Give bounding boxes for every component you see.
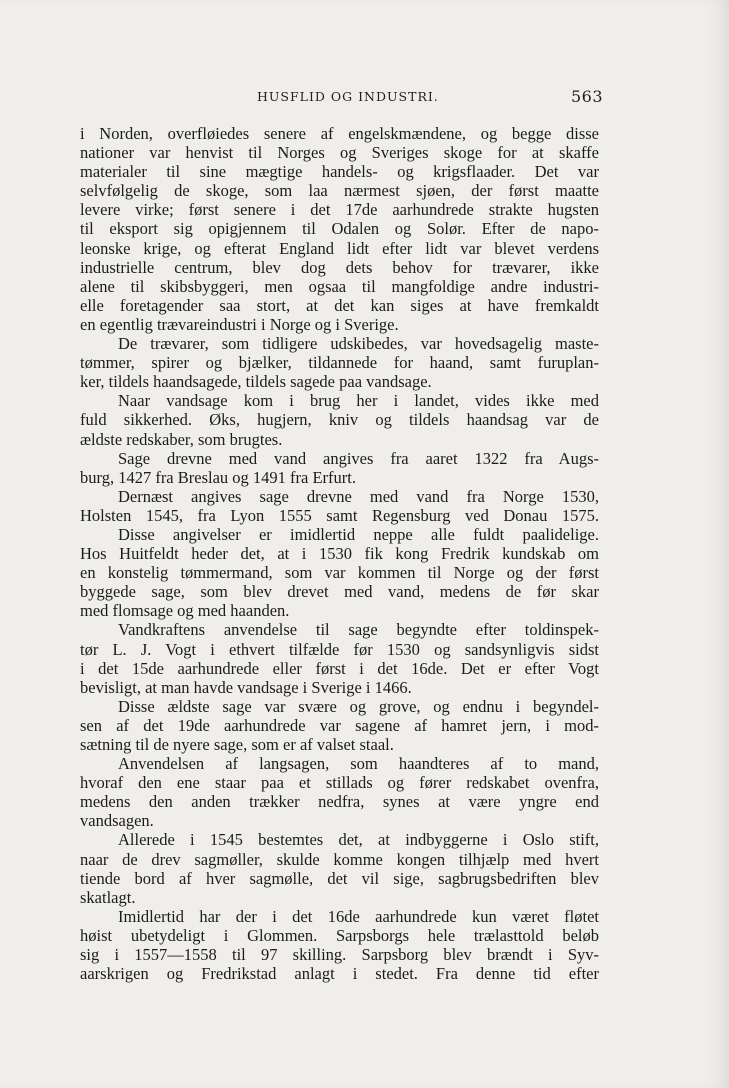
text-line: til eksport sig opigjennem til Odalen og Solør. Efter de napo- <box>80 219 599 239</box>
text-line: ker, tildels haandsagede, tildels sagede paa vandsage. <box>80 372 432 392</box>
text-line: Dernæst angives sage drevne med vand fra Norge 1530, <box>118 486 599 506</box>
text-line: Anvendelsen af langsagen, som haandteres af to mand, <box>118 754 599 774</box>
text-line: sig i 1557—1558 til 97 skilling. Sarpsborg blev brændt i Syv- <box>80 945 599 965</box>
text-line: De trævarer, som tidligere udskibedes, var hovedsagelig maste- <box>118 334 599 354</box>
body-text <box>80 124 599 983</box>
text-line: selvfølgelig de skoge, som laa nærmest sjøen, der først maatte <box>80 181 599 201</box>
text-line: Imidlertid har der i det 16de aarhundrede kun været fløtet <box>118 906 599 926</box>
text-line: burg, 1427 fra Breslau og 1491 fra Erfurt. <box>80 467 356 487</box>
text-line: nationer var henvist til Norges og Sveriges skoge for at skaffe <box>80 143 599 163</box>
text-line: aarskrigen og Fredrikstad anlagt i stedet. Fra denne tid efter <box>80 964 599 984</box>
text-line: en egentlig trævareindustri i Norge og i Sverige. <box>80 314 399 334</box>
text-line: vandsagen. <box>80 811 154 831</box>
text-line: tømmer, spirer og bjælker, tildannede for haand, samt furuplan- <box>80 353 599 373</box>
text-line: Disse angivelser er imidlertid neppe alle fuldt paalidelige. <box>118 524 599 544</box>
page-header <box>80 89 603 109</box>
text-line: skatlagt. <box>80 887 136 907</box>
text-line: tiende bord af hver sagmølle, det vil sige, sagbrugsbedriften blev <box>80 868 599 888</box>
text-line: alene til skibsbyggeri, men ogsaa til mangfoldige andre industri- <box>80 276 599 296</box>
text-line: Vandkraftens anvendelse til sage begyndte efter toldinspek- <box>118 620 599 640</box>
text-line: sætning til de nyere sage, som er af valset staal. <box>80 735 394 754</box>
running-title: HUSFLID OG INDUSTRI. <box>257 89 439 104</box>
text-line: ældste redskaber, som brugtes. <box>80 429 283 449</box>
text-line: i Norden, overfløiedes senere af engelskmændene, og begge disse <box>80 124 599 143</box>
text-line: Hos Huitfeldt heder det, at i 1530 fik kong Fredrik kundskab om <box>80 544 599 564</box>
text-line: medens den anden trækker nedfra, synes at være yngre end <box>80 792 599 812</box>
page-number: 563 <box>570 87 603 106</box>
text-line: Sage drevne med vand angives fra aaret 1322 fra Augs- <box>118 448 599 468</box>
text-line: Naar vandsage kom i brug her i landet, vides ikke med <box>118 391 599 411</box>
text-line: industrielle centrum, blev dog dets behov for trævarer, ikke <box>80 257 599 277</box>
text-line: en konstelig tømmermand, som var kommen til Norge og der først <box>80 563 599 583</box>
text-line: levere virke; først senere i det 17de aarhundrede strakte hugsten <box>80 200 599 220</box>
text-line: bevisligt, at man havde vandsage i Sverige i 1466. <box>80 677 412 697</box>
text-line: Holsten 1545, fra Lyon 1555 samt Regensburg ved Donau 1575. <box>80 505 599 525</box>
text-line: elle foretagender saa stort, at det kan siges at have fremkaldt <box>80 295 599 315</box>
text-line: Disse ældste sage var svære og grove, og endnu i begyndel- <box>118 696 599 716</box>
text-line: med flomsage og med haanden. <box>80 601 290 621</box>
text-line: tør L. J. Vogt i ethvert tilfælde før 1530 og sandsynligvis sidst <box>80 639 599 659</box>
text-line: fuld sikkerhed. Øks, hugjern, kniv og tildels haandsag var de <box>80 410 599 430</box>
text-line: materialer til sine mægtige handels- og krigsflaader. Det var <box>80 162 599 182</box>
text-line: byggede sage, som blev drevet med vand, medens de før skar <box>80 582 599 602</box>
text-line: hvoraf den ene staar paa et stillads og fører redskabet ovenfra, <box>80 773 599 793</box>
text-line: høist ubetydeligt i Glommen. Sarpsborgs hele trælasttold beløb <box>80 925 599 945</box>
text-line: sen af det 19de aarhundrede var sagene af hamret jern, i mod- <box>80 715 599 735</box>
text-line: leonske krige, og efterat England lidt efter lidt var blevet verdens <box>80 238 599 258</box>
text-line: i det 15de aarhundrede eller først i det 16de. Det er efter Vogt <box>80 658 599 678</box>
text-line: naar de drev sagmøller, skulde komme kongen tilhjælp med hvert <box>80 849 599 869</box>
text-line: Allerede i 1545 bestemtes det, at indbyggerne i Oslo stift, <box>118 830 599 850</box>
